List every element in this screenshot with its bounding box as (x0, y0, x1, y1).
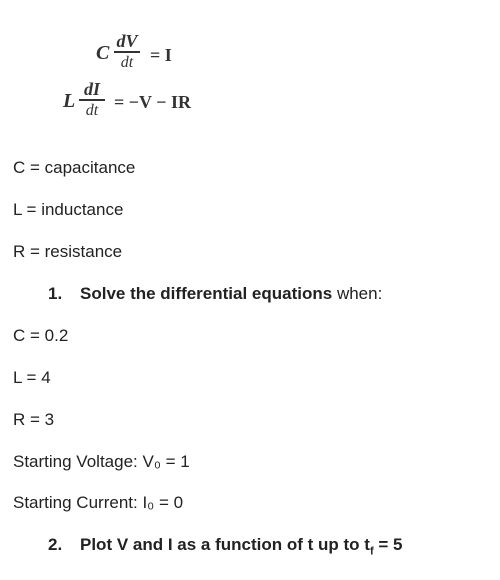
definition-capacitance: C = capacitance (13, 158, 136, 177)
task-2-number: 2. (48, 535, 63, 554)
param-starting-current: Starting Current: I₀ = 0 (13, 493, 184, 512)
task-1-normal-text: when: (332, 284, 383, 303)
eq1-numerator: dV (116, 31, 138, 51)
param-inductance: L = 4 (13, 368, 51, 387)
task-1-number: 1. (48, 284, 63, 303)
eq2-fraction (77, 79, 107, 121)
eq1-coefficient: C (96, 42, 110, 64)
param-resistance: R = 3 (13, 410, 55, 429)
task-2-subscript: f (369, 545, 374, 558)
task-1-bold-text: Solve the differential equations (80, 284, 333, 303)
param-starting-voltage: Starting Voltage: V₀ = 1 (13, 452, 190, 471)
task-2 (48, 535, 402, 561)
task-2-text-prefix: Plot V and I as a function of t up to t (80, 535, 370, 554)
task-1 (48, 284, 382, 304)
eq1-denominator: dt (120, 53, 134, 71)
definition-inductance: L = inductance (13, 200, 124, 219)
task-2-text-suffix: = 5 (373, 535, 403, 554)
eq2-coefficient: L (63, 90, 76, 112)
eq1-rhs: = I (150, 45, 172, 65)
definition-resistance: R = resistance (13, 242, 123, 261)
eq1-fraction (112, 31, 142, 73)
eq2-rhs: = −V − IR (114, 92, 191, 112)
eq2-numerator: dI (83, 79, 100, 99)
eq2-denominator: dt (85, 101, 99, 119)
param-capacitance: C = 0.2 (13, 326, 69, 345)
